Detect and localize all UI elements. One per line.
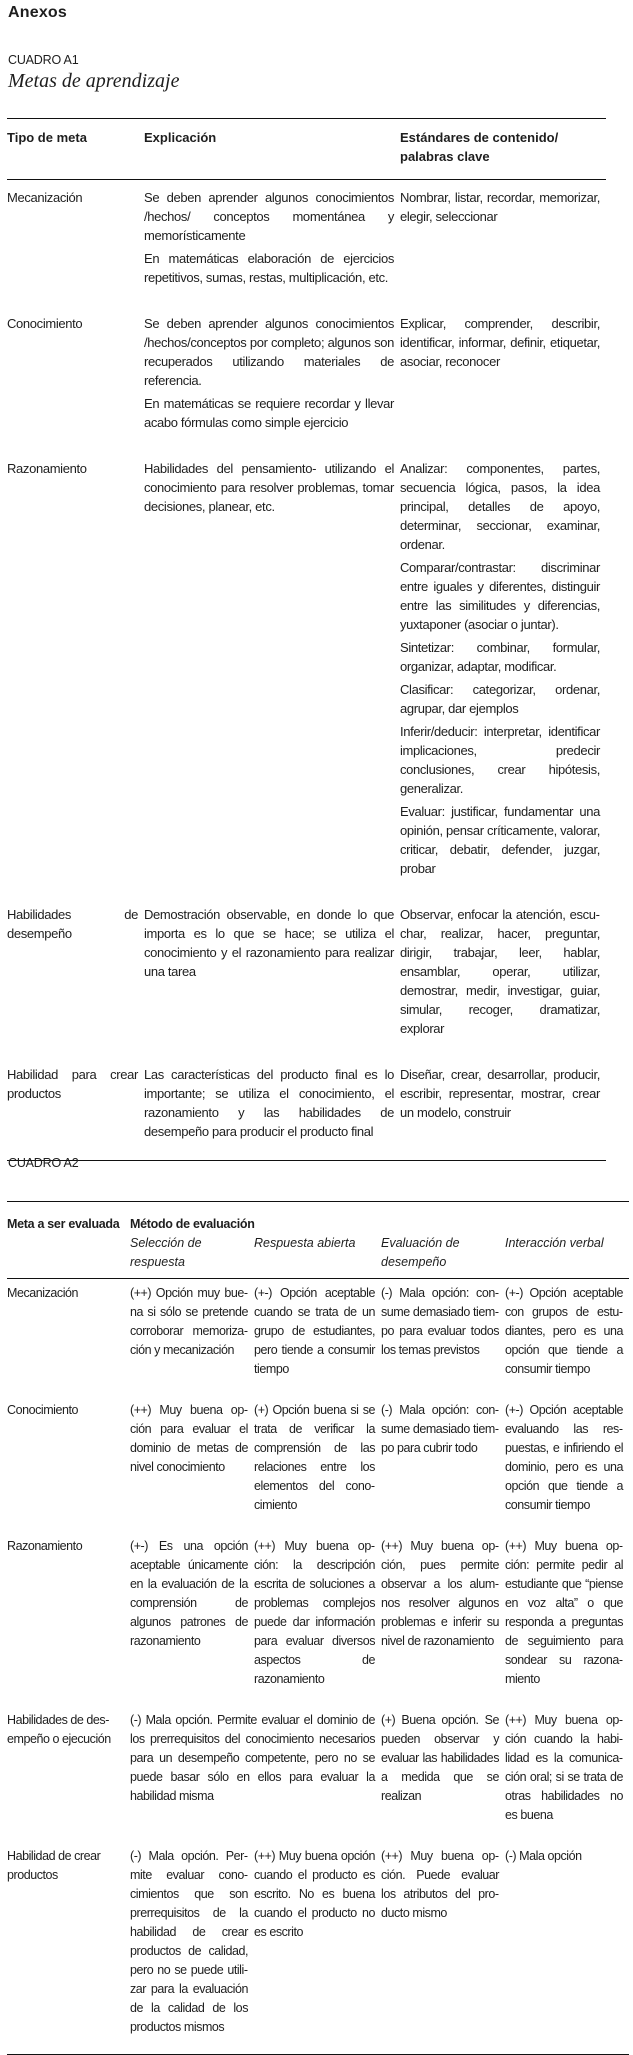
standards-paragraph: Sintetizar: combinar, formular, organizar, adaptar, modificar.: [400, 640, 600, 674]
verbal-interaction-cell: (++) Muy buena opción: permite pedir al estudiante que “piense en voz alta” o que responda a preguntas de seguimiento para sondear su razonamiento: [505, 1539, 624, 1686]
verbal-interaction-cell: (+-) Opción aceptable con grupos de estudiantes, pero es una opción que tiende a consumir tiempo: [505, 1286, 624, 1376]
explanation-paragraph: Se deben aprender algunos conocimientos /hechos/conceptos por completo; algunos son recuperados utilizando materiales de referencia.: [144, 316, 394, 388]
table-row: [7, 180, 606, 307]
goal-type-cell: Mecanización: [7, 190, 83, 205]
goal-type-cell: Habilidades de desempeño: [7, 907, 138, 941]
standards-paragraph: Clasificar: categorizar, ordenar, agrupar, dar ejemplos: [400, 682, 600, 716]
column-header-method: Método de evaluación: [130, 1217, 255, 1231]
table-header-row: [7, 1202, 629, 1235]
subheader-verbal-interaction: Interacción verbal: [505, 1234, 629, 1279]
page-title: Anexos: [8, 4, 67, 21]
selected-response-cell: (++) Opción muy buena si sólo se pretende corroborar memorización y mecanización: [130, 1286, 248, 1357]
standards-cell: [400, 306, 606, 451]
table-row: [7, 1279, 629, 1397]
explanation-cell: [144, 897, 400, 1057]
table-row: [7, 1706, 629, 1842]
goal-type-cell: Razonamiento: [7, 461, 87, 476]
explanation-paragraph: En matemáticas elaboración de ejercicios repetitivos, sumas, restas, multiplicación, etc.: [144, 251, 394, 285]
learning-goals-table: [7, 118, 606, 1161]
table-row: [7, 1057, 606, 1161]
table-row: [7, 451, 606, 897]
table-row: [7, 1842, 629, 2055]
performance-evaluation-cell: (++) Muy buena opción, pues permite observar a los alumnos resolver algunos problemas e inferir su nivel de razonamiento: [381, 1539, 499, 1648]
standards-paragraph: Explicar, comprender, describir, identificar, informar, definir, etiquetar, asociar, reconocer: [400, 316, 600, 369]
table-subheader-row: [7, 1234, 629, 1279]
goal-type-cell: Conocimiento: [7, 316, 83, 331]
explanation-paragraph: En matemáticas se requiere recordar y llevar acabo fórmulas como simple ejercicio: [144, 396, 394, 430]
goal-cell: Mecanización: [7, 1286, 79, 1300]
selected-response-cell: (+-) Es una opción aceptable únicamente en la evaluación de la comprensión de algunos patrones de razonamiento: [130, 1539, 248, 1648]
table-header-row: [7, 119, 606, 180]
open-response-cell: (+-) Opción aceptable cuando se trata de un grupo de estudiantes, pero tiende a consumir tiempo: [254, 1286, 375, 1376]
column-header-goal-type: Tipo de meta: [7, 119, 144, 180]
column-header-standards: Estándares de contenido/ palabras clave: [400, 119, 606, 180]
standards-cell: [400, 897, 606, 1057]
selected-and-open-response-cell: (-) Mala opción. Permite evaluar el dominio de los prerrequisitos del conocimiento necesarios para un desempeño competente, pero no se puede basar sólo en ellos para evaluar la habilidad misma: [130, 1713, 375, 1803]
standards-paragraph: Analizar: componentes, partes, secuencia lógica, pasos, la idea principal, detalles de apoyo, determinar, seccionar, examinar, ordenar.: [400, 461, 600, 552]
open-response-cell: (++) Muy buena opción: la descripción escrita de soluciones a problemas complejos puede dar información para evaluar diversos aspectos de razonamiento: [254, 1539, 375, 1686]
standards-cell: [400, 1057, 606, 1161]
subheader-performance-evaluation: Evaluación de desempeño: [381, 1234, 505, 1279]
subheader-open-response: Respuesta abierta: [254, 1234, 381, 1279]
performance-evaluation-cell: (-) Mala opción: consume demasiado tiempo para evaluar todos los temas previstos: [381, 1286, 499, 1357]
explanation-cell: [144, 180, 400, 307]
explanation-paragraph: Demostración observable, en donde lo que importa es lo que se hace; se utiliza el conocimiento y el razonamiento para realizar una tarea: [144, 907, 394, 979]
column-header-explanation: Explicación: [144, 119, 400, 180]
standards-paragraph: Inferir/deducir: interpretar, identificar implicaciones, predecir conclusiones, crear hipótesis, generalizar.: [400, 724, 600, 796]
goal-cell: Conocimiento: [7, 1403, 79, 1417]
subheader-spacer: [7, 1234, 130, 1279]
standards-paragraph: Comparar/contrastar: discriminar entre iguales y diferentes, distinguir entre las similitudes y diferencias, yuxtaponer (asociar o juntar).: [400, 560, 600, 632]
evaluation-methods-table: [7, 1201, 629, 2055]
standards-cell: [400, 451, 606, 897]
table-a1-title: Metas de aprendizaje: [8, 70, 180, 92]
table-row: [7, 1396, 629, 1532]
standards-paragraph: Nombrar, listar, recordar, memorizar, elegir, seleccionar: [400, 190, 600, 224]
selected-response-cell: (-) Mala opción. Permite evaluar conocimientos que son prerrequisitos de la habilidad de crear productos de calidad, pero no se puede utilizar para la evaluación de la calidad de los productos mismos: [130, 1849, 248, 2034]
explanation-cell: [144, 306, 400, 451]
explanation-paragraph: Las características del producto final es lo importante; se utiliza el conocimiento, el razonamiento y las habilidades de desempeño para producir el producto final: [144, 1067, 394, 1139]
standards-cell: [400, 180, 606, 307]
performance-evaluation-cell: (+) Buena opción. Se pueden observar y evaluar las habilidades a medida que se realizan: [381, 1713, 499, 1803]
standards-paragraph: Diseñar, crear, desarrollar, producir, escribir, representar, mostrar, crear un modelo, construir: [400, 1067, 600, 1120]
goal-type-cell: Habilidad para crear productos: [7, 1067, 138, 1101]
table-row: [7, 306, 606, 451]
explanation-paragraph: Habilidades del pensamiento- utilizando el conocimiento para resolver problemas, tomar decisiones, planear, etc.: [144, 461, 394, 514]
goal-cell: Habilidades de desempeño o ejecución: [7, 1713, 111, 1746]
table-a2-label: CUADRO A2: [8, 1156, 79, 1170]
verbal-interaction-cell: (-) Mala opción: [505, 1849, 582, 1863]
selected-response-cell: (++) Muy buena opción para evaluar el dominio de metas de nivel conocimiento: [130, 1403, 248, 1474]
explanation-cell: [144, 451, 400, 897]
goal-cell: Habilidad de crear productos: [7, 1849, 101, 1882]
goal-cell: Razonamiento: [7, 1539, 83, 1553]
verbal-interaction-cell: (+-) Opción aceptable evaluando las respuestas, e infiriendo el dominio, pero es una opción que tiende a consumir tiempo: [505, 1403, 624, 1512]
column-header-goal: Meta a ser evaluada: [7, 1217, 120, 1231]
open-response-cell: (+) Opción buena si se trata de verificar la comprensión de las relaciones entre los elementos del conocimiento: [254, 1403, 375, 1512]
table-a1-label: CUADRO A1: [8, 53, 79, 67]
performance-evaluation-cell: (-) Mala opción: consume demasiado tiempo para cubrir todo: [381, 1403, 499, 1455]
table-row: [7, 897, 606, 1057]
verbal-interaction-cell: (++) Muy buena opción cuando la habilidad es la comunicación oral; si se trata de otras habilidades no es buena: [505, 1713, 624, 1822]
standards-paragraph: Evaluar: justificar, fundamentar una opinión, pensar críticamente, valorar, criticar, debatir, defender, juzgar, probar: [400, 804, 600, 876]
explanation-cell: [144, 1057, 400, 1161]
explanation-paragraph: Se deben aprender algunos conocimientos /hechos/ conceptos momentánea y memorísticamente: [144, 190, 394, 243]
standards-paragraph: Observar, enfocar la atención, escuchar, realizar, hacer, preguntar, dirigir, trabajar, leer, hablar, ensamblar, operar, utilizar, demostrar, medir, investigar, guiar, simular, recoger, dramatizar, explorar: [400, 907, 600, 1036]
table-row: [7, 1532, 629, 1706]
open-response-cell: (++) Muy buena opción cuando el producto es escrito. No es buena cuando el producto no es escrito: [254, 1849, 375, 1939]
performance-evaluation-cell: (++) Muy buena opción. Puede evaluar los atributos del producto mismo: [381, 1849, 499, 1920]
subheader-selected-response: Selección de respuesta: [130, 1234, 254, 1279]
